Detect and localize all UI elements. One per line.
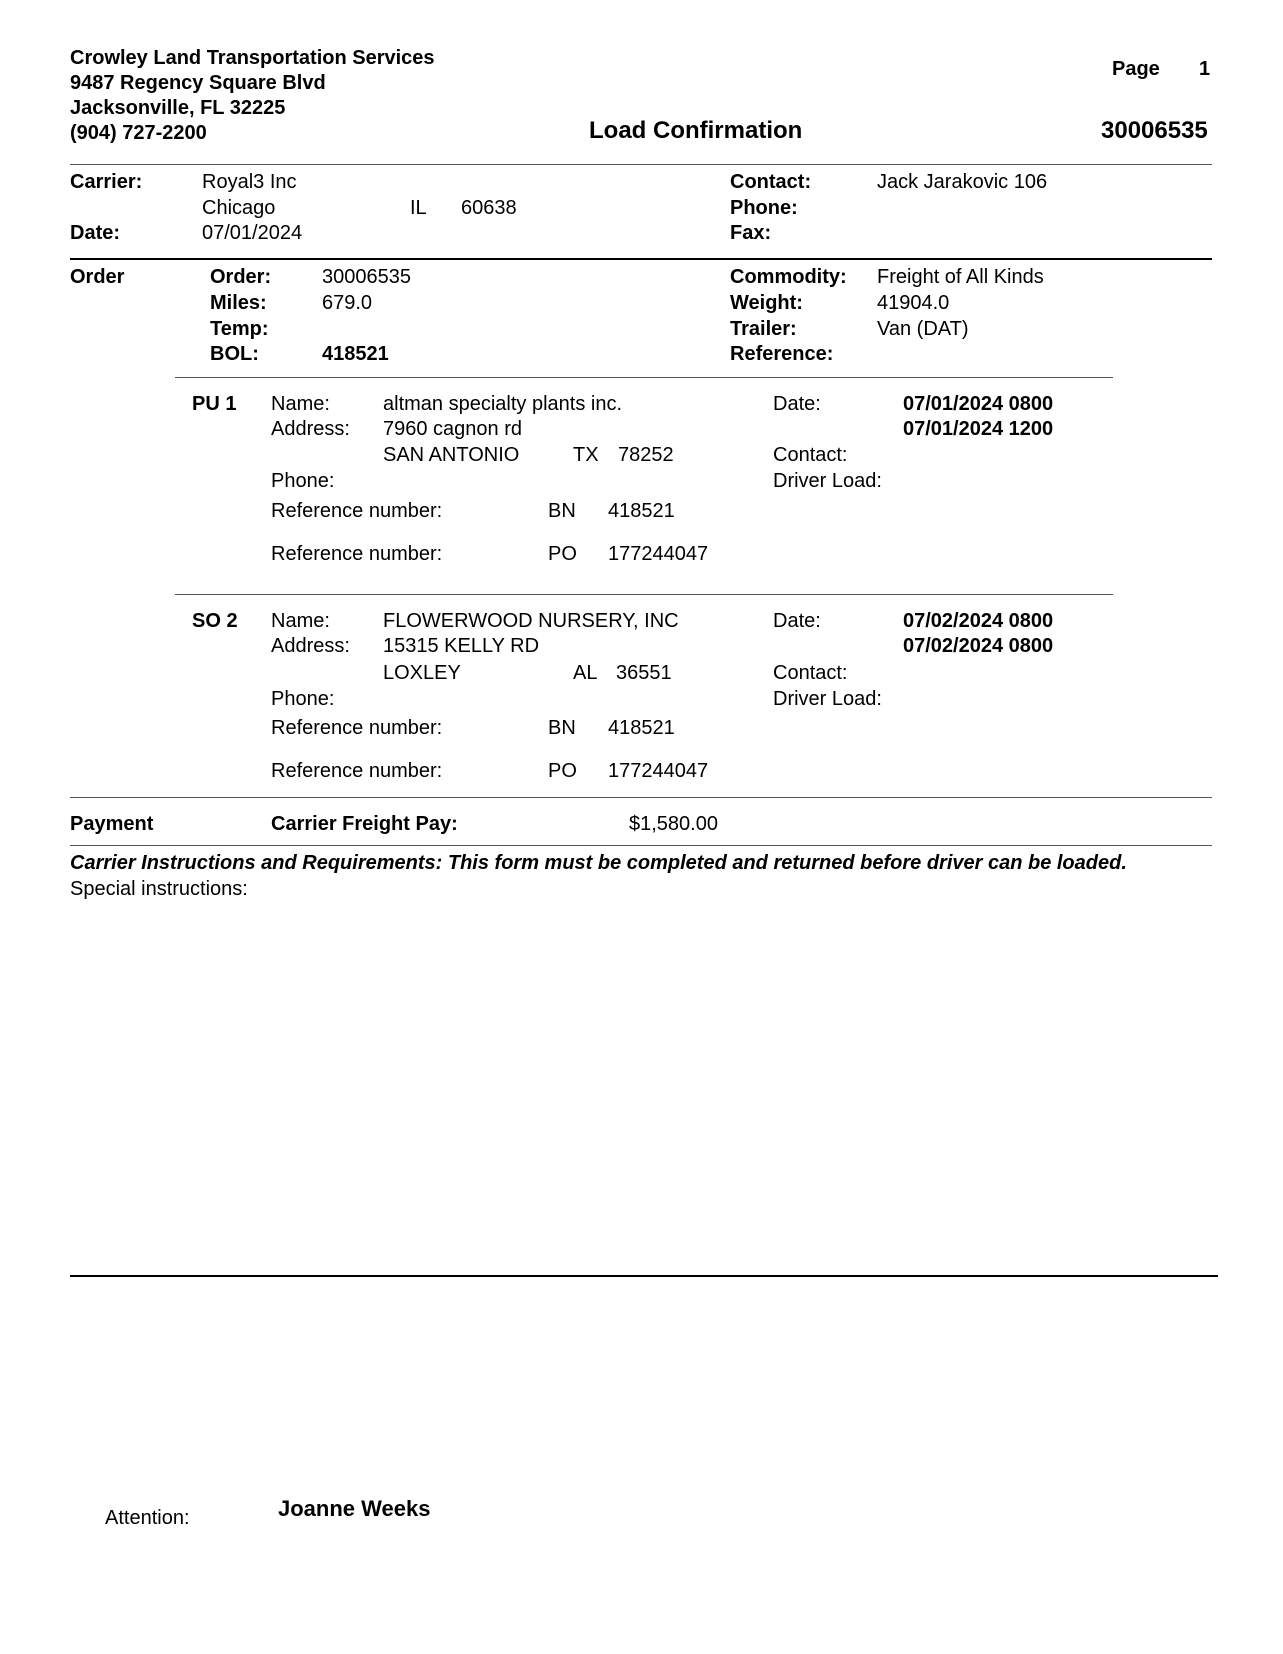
- company-address-line1: 9487 Regency Square Blvd: [70, 72, 326, 94]
- carrier-divider: [70, 258, 1212, 260]
- carrier-city: Chicago: [202, 197, 276, 219]
- carrier-date: 07/01/2024: [202, 222, 303, 244]
- stop-city: LOXLEY: [383, 662, 461, 684]
- carrier-freight-pay-label: Carrier Freight Pay:: [271, 813, 458, 835]
- page-number: 1: [1199, 58, 1211, 80]
- reference-number-label: Reference number:: [271, 500, 443, 522]
- reference-value: 177244047: [608, 760, 709, 782]
- trailer-label: Trailer:: [730, 318, 797, 340]
- order-number: 30006535: [322, 266, 411, 288]
- special-instructions-label: Special instructions:: [70, 878, 248, 900]
- reference-type: BN: [548, 500, 576, 522]
- commodity-value: Freight of All Kinds: [877, 266, 1044, 288]
- page-title: Load Confirmation: [589, 117, 803, 144]
- company-phone: (904) 727-2200: [70, 122, 207, 144]
- order-label: Order:: [210, 266, 272, 288]
- stop-zip: 78252: [618, 444, 674, 466]
- attention-label: Attention:: [105, 1507, 190, 1529]
- contact-label: Contact:: [730, 171, 812, 193]
- carrier-name: Royal3 Inc: [202, 171, 297, 193]
- weight-label: Weight:: [730, 292, 803, 314]
- carrier-freight-pay-amount: $1,580.00: [629, 813, 718, 835]
- stop-driver-load-label: Driver Load:: [773, 470, 882, 492]
- reference-label: Reference:: [730, 343, 834, 365]
- document-number: 30006535: [1101, 117, 1208, 144]
- stop-street: 15315 KELLY RD: [383, 635, 540, 657]
- commodity-label: Commodity:: [730, 266, 847, 288]
- stop-contact-label: Contact:: [773, 444, 848, 466]
- reference-type: PO: [548, 760, 577, 782]
- stop-code: PU 1: [192, 393, 237, 415]
- carrier-date-label: Date:: [70, 222, 121, 244]
- signature-line: [70, 1275, 1218, 1277]
- payment-top-divider: [70, 797, 1212, 798]
- stop2-divider: [175, 594, 1113, 595]
- header-divider: [70, 164, 1212, 165]
- stop-name: altman specialty plants inc.: [383, 393, 623, 415]
- miles-value: 679.0: [322, 292, 373, 314]
- stop-date-to: 07/02/2024 0800: [903, 635, 1054, 657]
- reference-number-label: Reference number:: [271, 760, 443, 782]
- order-section-label: Order: [70, 266, 125, 288]
- bol-value: 418521: [322, 343, 389, 365]
- carrier-state: IL: [410, 197, 427, 219]
- stop-name-label: Name:: [271, 610, 330, 632]
- carrier-instructions-heading: Carrier Instructions and Requirements: This form must be completed and returned before driver can be loaded.: [70, 852, 1127, 874]
- reference-number-label: Reference number:: [271, 717, 443, 739]
- stop-date-label: Date:: [773, 610, 821, 632]
- payment-section-label: Payment: [70, 813, 154, 835]
- carrier-zip: 60638: [461, 197, 517, 219]
- stop-date-from: 07/02/2024 0800: [903, 610, 1054, 632]
- reference-number-label: Reference number:: [271, 543, 443, 565]
- stop-name-label: Name:: [271, 393, 330, 415]
- carrier-label: Carrier:: [70, 171, 143, 193]
- stop-address-label: Address:: [271, 635, 350, 657]
- stop-date-from: 07/01/2024 0800: [903, 393, 1054, 415]
- attention-name: Joanne Weeks: [278, 1496, 431, 1521]
- stop-date-to: 07/01/2024 1200: [903, 418, 1054, 440]
- reference-value: 418521: [608, 500, 675, 522]
- carrier-contact: Jack Jarakovic 106: [877, 171, 1048, 193]
- stop-state: TX: [573, 444, 599, 466]
- company-name: Crowley Land Transportation Services: [70, 47, 435, 69]
- stop-driver-load-label: Driver Load:: [773, 688, 882, 710]
- stop-street: 7960 cagnon rd: [383, 418, 523, 440]
- reference-type: PO: [548, 543, 577, 565]
- stop-phone-label: Phone:: [271, 688, 335, 710]
- weight-value: 41904.0: [877, 292, 950, 314]
- phone-label: Phone:: [730, 197, 798, 219]
- fax-label: Fax:: [730, 222, 772, 244]
- stop-date-label: Date:: [773, 393, 821, 415]
- page-label: Page: [1112, 58, 1160, 80]
- bol-label: BOL:: [210, 343, 259, 365]
- stop-address-label: Address:: [271, 418, 350, 440]
- payment-bottom-divider: [70, 845, 1212, 846]
- reference-value: 177244047: [608, 543, 709, 565]
- stop-zip: 36551: [616, 662, 672, 684]
- stop-code: SO 2: [192, 610, 238, 632]
- stop-state: AL: [573, 662, 598, 684]
- stop-contact-label: Contact:: [773, 662, 848, 684]
- trailer-value: Van (DAT): [877, 318, 969, 340]
- stop-city: SAN ANTONIO: [383, 444, 520, 466]
- miles-label: Miles:: [210, 292, 267, 314]
- company-address-line2: Jacksonville, FL 32225: [70, 97, 286, 119]
- stop1-divider: [175, 377, 1113, 378]
- reference-value: 418521: [608, 717, 675, 739]
- stop-phone-label: Phone:: [271, 470, 335, 492]
- temp-label: Temp:: [210, 318, 269, 340]
- reference-type: BN: [548, 717, 576, 739]
- stop-name: FLOWERWOOD NURSERY, INC: [383, 610, 679, 632]
